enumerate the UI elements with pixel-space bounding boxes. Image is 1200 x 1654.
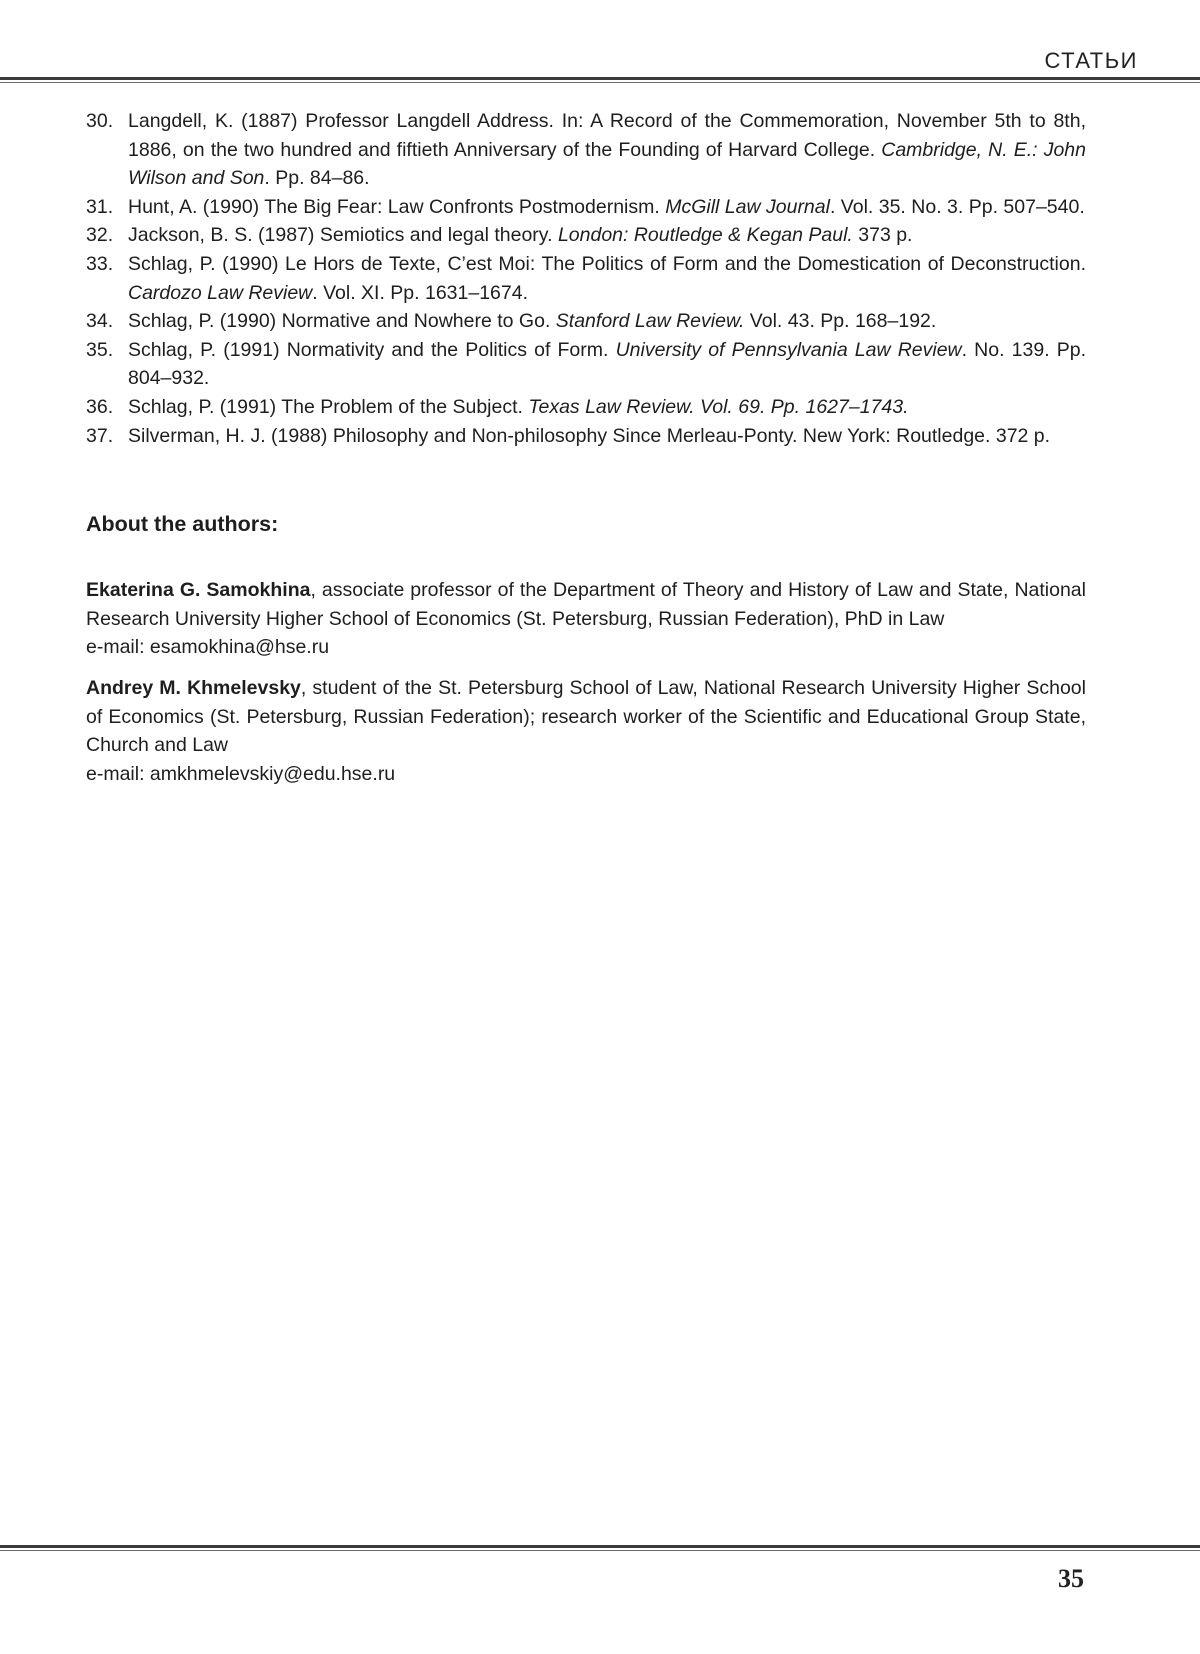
reference-number: 36. xyxy=(86,395,114,418)
reference-item xyxy=(86,250,1086,307)
author-name: Ekaterina G. Samokhina xyxy=(86,579,311,601)
footer-rule-thick xyxy=(0,1545,1200,1548)
header-rule-thick xyxy=(0,77,1200,80)
reference-text: Langdell, K. (1887) Professor Langdell Address. In: A Record of the Commemoration, November 5th to 8th, 1886, on the two hundred and fiftieth Anniversary of the Founding of Harvard College. xyxy=(128,110,1086,161)
author-email: e-mail: amkhmelevskiy@edu.hse.ru xyxy=(86,762,396,785)
reference-text: Schlag, P. (1990) Normative and Nowhere to Go. xyxy=(128,310,556,333)
reference-text: Hunt, A. (1990) The Big Fear: Law Confronts Postmodernism. xyxy=(128,195,666,218)
reference-number: 30. xyxy=(86,110,114,132)
reference-text: Jackson, B. S. (1987) Semiotics and legal theory. xyxy=(128,224,558,247)
reference-item xyxy=(86,307,1086,336)
page-number: 35 xyxy=(1058,1564,1084,1593)
author-description: , student of the St. Petersburg School of Law, National Research University Higher School of Economics (St. Petersburg, Russian Federation); research worker of the Scientific and Educational Group State, Church and Law xyxy=(86,677,1086,757)
reference-source: McGill Law Journal xyxy=(665,195,830,218)
author-email: e-mail: esamokhina@hse.ru xyxy=(86,636,330,659)
reference-source: London: Routledge & Kegan Paul. xyxy=(557,224,853,247)
reference-item xyxy=(86,193,1086,222)
reference-text: Schlag, P. (1990) Le Hors de Texte, C’est Moi: The Politics of Form and the Domestication of Deconstruction. xyxy=(128,252,1086,275)
reference-source: Stanford Law Review. xyxy=(555,310,745,333)
about-authors-heading: About the authors: xyxy=(86,512,279,536)
references-list xyxy=(86,107,1086,450)
reference-number: 33. xyxy=(86,252,114,275)
header-rule-thin xyxy=(0,82,1200,83)
reference-source: Cambridge, N. E.: John Wilson and Son xyxy=(128,138,1086,190)
author-name: Andrey M. Khmelevsky xyxy=(86,677,301,699)
reference-text: . Vol. XI. Pp. 1631–1674. xyxy=(312,281,529,304)
reference-text: Silverman, H. J. (1988) Philosophy and Non-philosophy Since Merleau-Ponty. New York: Routledge. 372 p. xyxy=(128,424,1051,447)
reference-number: 34. xyxy=(86,310,114,333)
reference-item xyxy=(86,393,1086,422)
section-label: СТАТЬИ xyxy=(1044,48,1138,73)
reference-item xyxy=(86,221,1086,250)
reference-text: . No. 139. Pp. 804–932. xyxy=(128,338,1087,390)
reference-source: Texas Law Review. Vol. 69. Pp. 1627–1743. xyxy=(528,395,909,418)
reference-source: University of Pennsylvania Law Review xyxy=(615,338,962,361)
reference-text: Schlag, P. (1991) The Problem of the Subject. xyxy=(128,395,529,418)
reference-item xyxy=(86,107,1086,193)
reference-item xyxy=(86,336,1086,393)
reference-text: Vol. 43. Pp. 168–192. xyxy=(744,310,937,333)
reference-source: Cardozo Law Review xyxy=(128,281,313,304)
reference-number: 32. xyxy=(86,224,114,247)
author-description: , associate professor of the Department of Theory and History of Law and State, National Research University Higher School of Economics (St. Petersburg, Russian Federation), PhD in Law xyxy=(86,579,1086,630)
reference-number: 35. xyxy=(86,338,114,361)
reference-text: Schlag, P. (1991) Normativity and the Politics of Form. xyxy=(128,338,616,361)
author-entry xyxy=(86,674,1086,788)
reference-text: . Pp. 84–86. xyxy=(264,167,370,190)
reference-text: 373 p. xyxy=(852,224,913,247)
reference-number: 31. xyxy=(86,195,114,218)
reference-item xyxy=(86,422,1086,451)
reference-text: . Vol. 35. No. 3. Pp. 507–540. xyxy=(829,195,1085,218)
footer-rule-thin xyxy=(0,1550,1200,1551)
author-entry xyxy=(86,576,1086,662)
reference-number: 37. xyxy=(86,424,114,447)
